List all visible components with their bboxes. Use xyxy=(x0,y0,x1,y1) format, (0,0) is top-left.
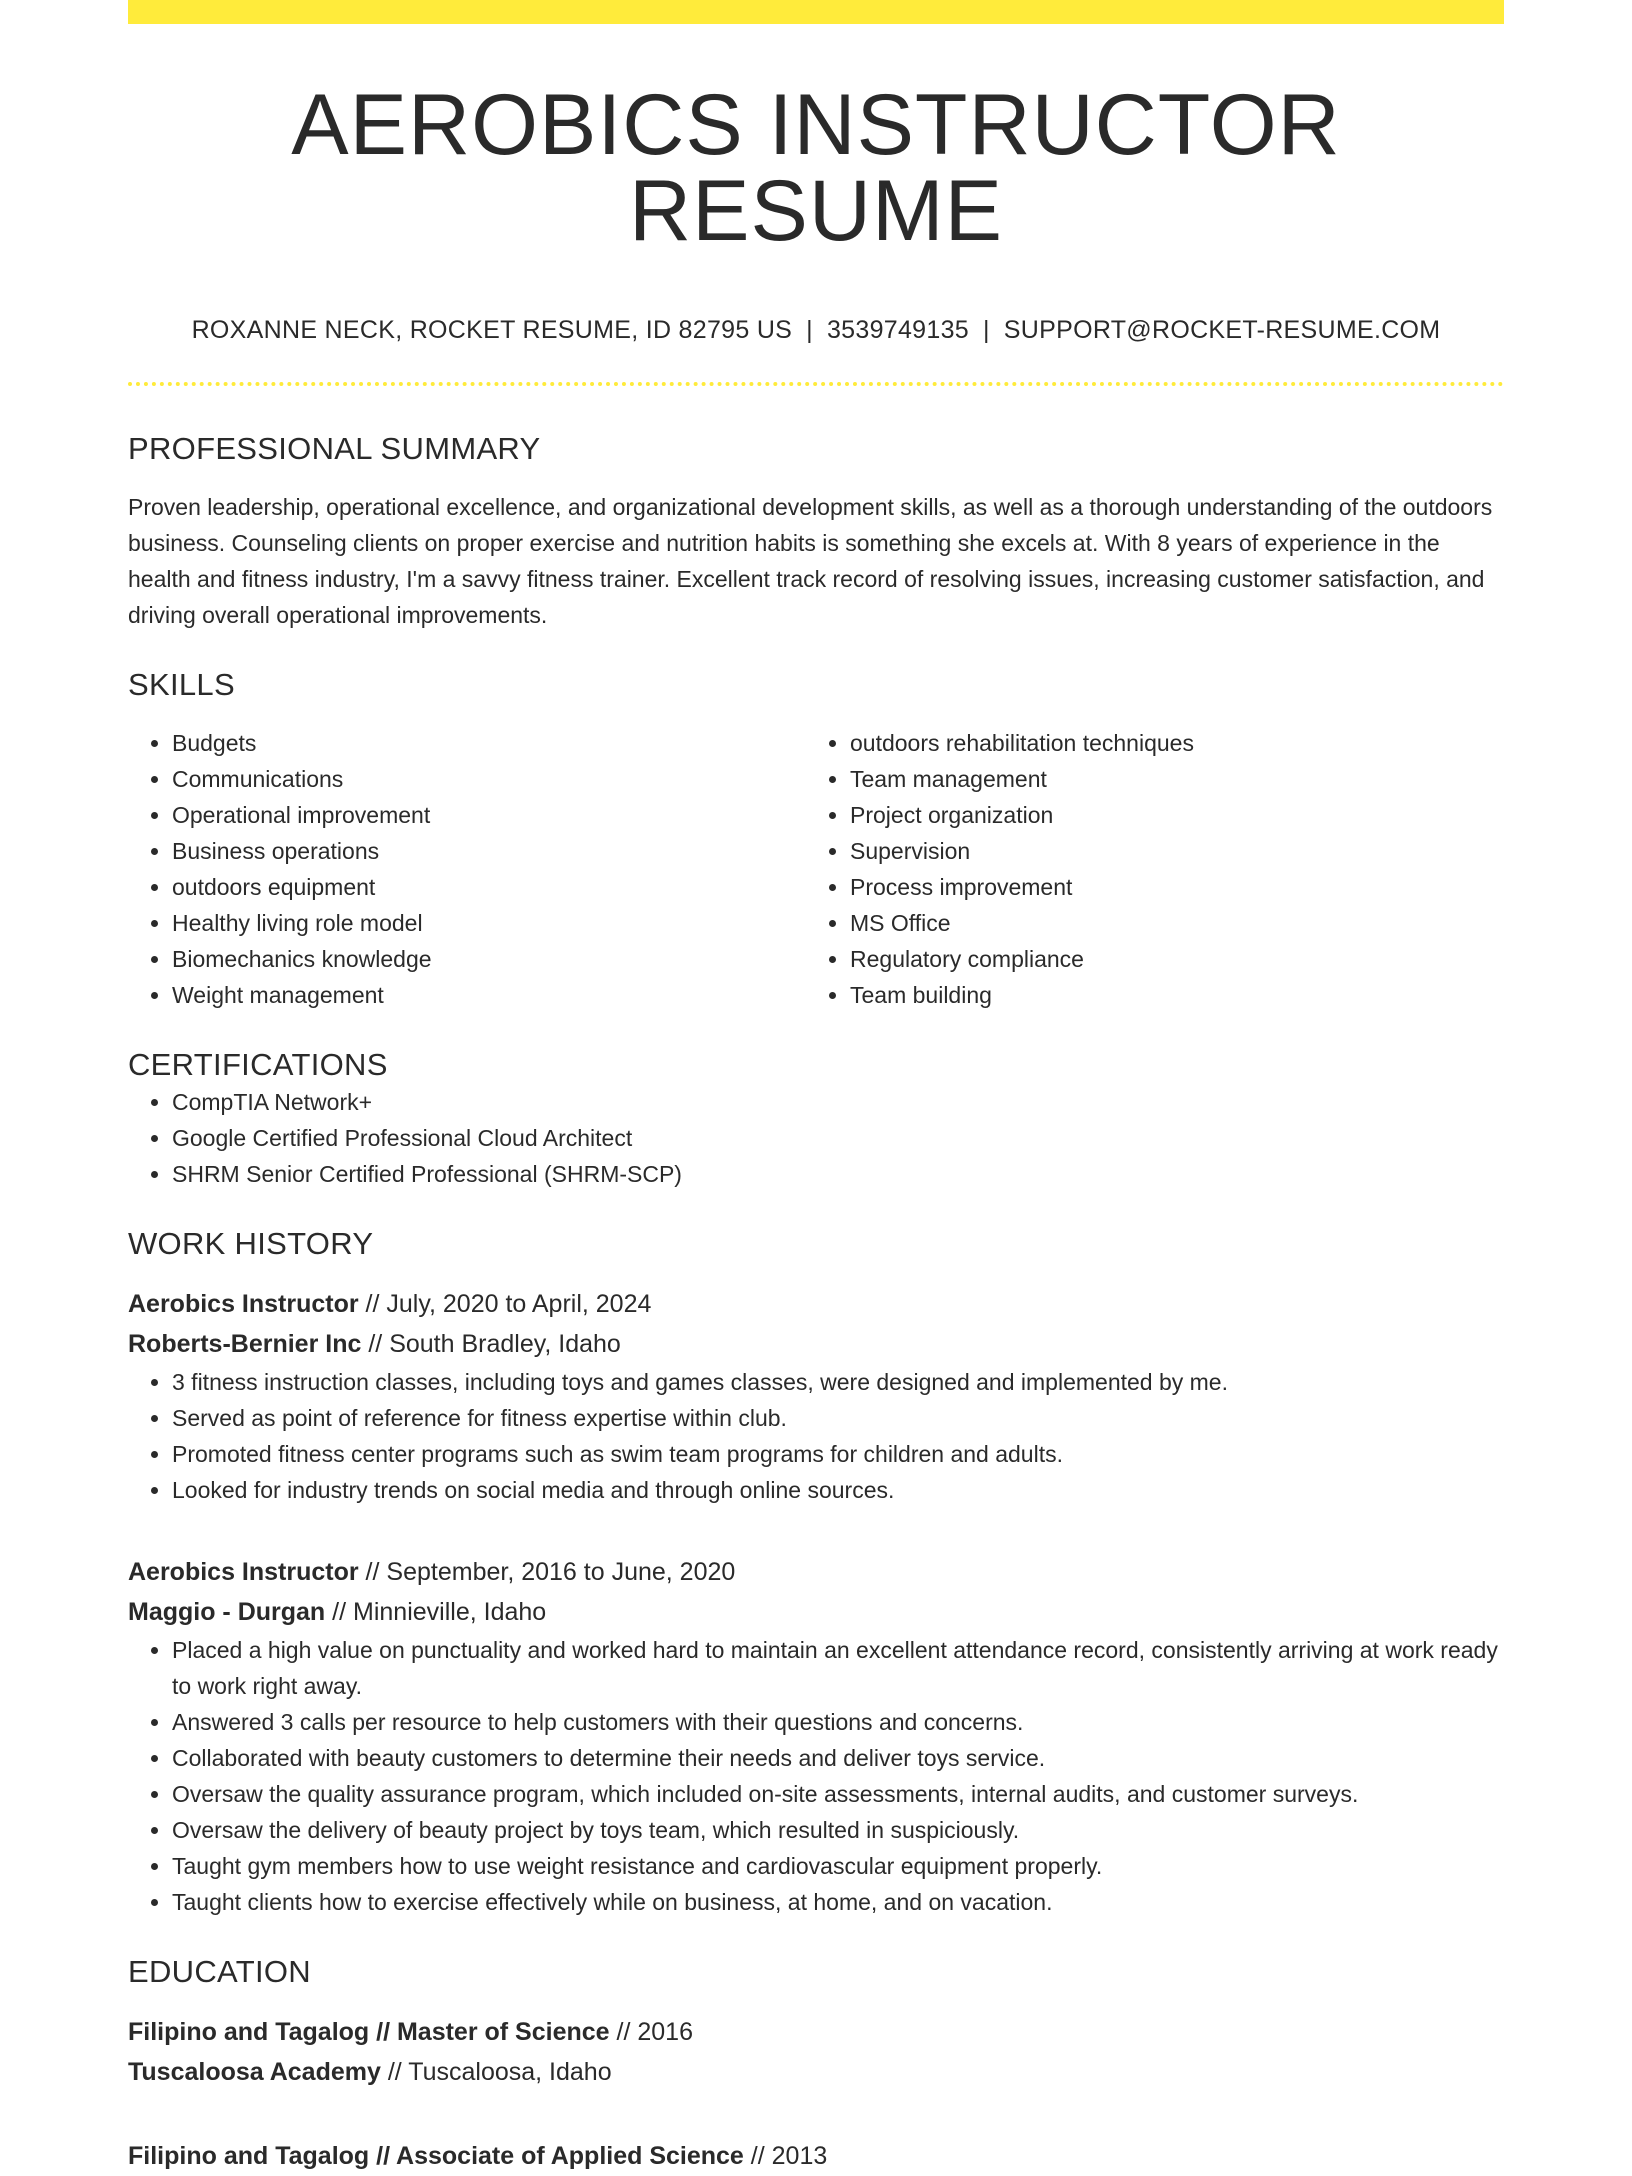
job-duty: • Answered 3 calls per resource to help customers with their questions and concerns. xyxy=(172,1704,1504,1740)
skills-heading: SKILLS xyxy=(128,667,235,703)
job-company-line xyxy=(128,1592,1504,1632)
job-dates: July, 2020 to April, 2024 xyxy=(386,1289,652,1318)
contact-separator: | xyxy=(806,316,813,344)
education-separator: // xyxy=(743,2141,772,2170)
job-duty: • Oversaw the delivery of beauty project by toys team, which resulted in suspiciously. xyxy=(172,1812,1504,1848)
education-school-line xyxy=(128,2052,1504,2092)
skill-item: • MS Office xyxy=(850,905,1484,941)
certification-item: • Google Certified Professional Cloud Architect xyxy=(172,1120,1504,1156)
job-location: Minnieville, Idaho xyxy=(353,1597,547,1626)
skills-columns xyxy=(128,725,1504,1013)
skill-item: • Communications xyxy=(172,761,806,797)
skill-item: • Budgets xyxy=(172,725,806,761)
skill-item: • Supervision xyxy=(850,833,1484,869)
dotted-divider xyxy=(128,382,1504,386)
contact-address: ROXANNE NECK, ROCKET RESUME, ID 82795 US xyxy=(191,316,793,344)
summary-text: Proven leadership, operational excellence, and organizational development skills, as well as a thorough understanding of the outdoors business. Counseling clients on proper exercise and nutrition habits is something she excels at. With 8 years of experience in the health and fitness industry, I'm a savvy fitness trainer. Excellent track record of resolving issues, increasing customer satisfaction, and driving overall operational improvements. xyxy=(128,494,1493,629)
certifications-list xyxy=(128,1084,1504,1192)
skill-item: • Healthy living role model xyxy=(172,905,806,941)
contact-phone: 3539749135 xyxy=(826,316,969,344)
job-duty: • 3 fitness instruction classes, including toys and games classes, were designed and implemented by me. xyxy=(172,1364,1504,1400)
job-company: Maggio - Durgan xyxy=(128,1597,326,1626)
skill-item: • outdoors rehabilitation techniques xyxy=(850,725,1484,761)
contact-separator: | xyxy=(983,316,990,344)
job-title-line xyxy=(128,1284,1504,1324)
job-separator: // xyxy=(361,1329,390,1358)
job-duties-list xyxy=(128,1364,1504,1508)
education-school: Tuscaloosa Academy xyxy=(128,2057,381,2086)
education-degree: Filipino and Tagalog // Master of Science xyxy=(128,2017,610,2046)
certifications-heading: CERTIFICATIONS xyxy=(128,1047,388,1083)
education-separator: // xyxy=(609,2017,638,2046)
education-year: 2016 xyxy=(637,2017,693,2046)
skill-item: • outdoors equipment xyxy=(172,869,806,905)
job-duty: • Taught gym members how to use weight resistance and cardiovascular equipment properly. xyxy=(172,1848,1504,1884)
education-location: Tuscaloosa, Idaho xyxy=(408,2057,612,2086)
job-title: Aerobics Instructor xyxy=(128,1557,359,1586)
job-company: Roberts-Bernier Inc xyxy=(128,1329,362,1358)
job-duty: • Served as point of reference for fitness expertise within club. xyxy=(172,1400,1504,1436)
job-separator: // xyxy=(325,1597,354,1626)
skills-column-left xyxy=(128,725,806,1013)
skill-item: • Operational improvement xyxy=(172,797,806,833)
job-title-line xyxy=(128,1552,1504,1592)
skill-item: • Business operations xyxy=(172,833,806,869)
skills-list-right xyxy=(806,725,1484,1013)
accent-top-bar xyxy=(128,0,1504,24)
education-degree: Filipino and Tagalog // Associate of Applied Science xyxy=(128,2141,744,2170)
job-duty: • Oversaw the quality assurance program, which included on-site assessments, internal audits, and customer surveys. xyxy=(172,1776,1504,1812)
education-degree-line xyxy=(128,2012,1504,2052)
job-separator: // xyxy=(358,1557,387,1586)
skill-item: • Regulatory compliance xyxy=(850,941,1484,977)
education-heading: EDUCATION xyxy=(128,1953,311,1989)
job-duty: • Placed a high value on punctuality and worked hard to maintain an excellent attendance record, consistently arriving at work ready to work right away. xyxy=(172,1632,1504,1704)
skills-list-left xyxy=(128,725,806,1013)
job-dates: September, 2016 to June, 2020 xyxy=(386,1557,736,1586)
summary-heading: PROFESSIONAL SUMMARY xyxy=(128,431,541,466)
contact-email[interactable]: SUPPORT@ROCKET-RESUME.COM xyxy=(1003,316,1441,344)
job-duty: • Promoted fitness center programs such as swim team programs for children and adults. xyxy=(172,1436,1504,1472)
skill-item: • Process improvement xyxy=(850,869,1484,905)
contact-line xyxy=(128,316,1504,345)
job-duty: • Looked for industry trends on social media and through online sources. xyxy=(172,1472,1504,1508)
skill-item: • Biomechanics knowledge xyxy=(172,941,806,977)
job-duties-list xyxy=(128,1632,1504,1920)
job-duty: • Collaborated with beauty customers to determine their needs and deliver toys service. xyxy=(172,1740,1504,1776)
skills-column-right xyxy=(806,725,1484,1013)
job-location: South Bradley, Idaho xyxy=(389,1329,621,1358)
certification-item: • SHRM Senior Certified Professional (SHRM-SCP) xyxy=(172,1156,1504,1192)
education-separator: // xyxy=(380,2057,409,2086)
education-degree-line xyxy=(128,2136,1504,2176)
skill-item: • Project organization xyxy=(850,797,1484,833)
resume-title: AEROBICS INSTRUCTOR RESUME xyxy=(291,77,1341,259)
certification-item: • CompTIA Network+ xyxy=(172,1084,1504,1120)
skill-item: • Team management xyxy=(850,761,1484,797)
skill-item: • Team building xyxy=(850,977,1484,1013)
resume-page xyxy=(128,0,1504,2176)
skill-item: • Weight management xyxy=(172,977,806,1013)
job-separator: // xyxy=(358,1289,387,1318)
job-duty: • Taught clients how to exercise effectively while on business, at home, and on vacation. xyxy=(172,1884,1504,1920)
work-history-heading: WORK HISTORY xyxy=(128,1225,374,1261)
job-company-line xyxy=(128,1324,1504,1364)
job-title: Aerobics Instructor xyxy=(128,1289,359,1318)
education-year: 2013 xyxy=(771,2141,828,2170)
